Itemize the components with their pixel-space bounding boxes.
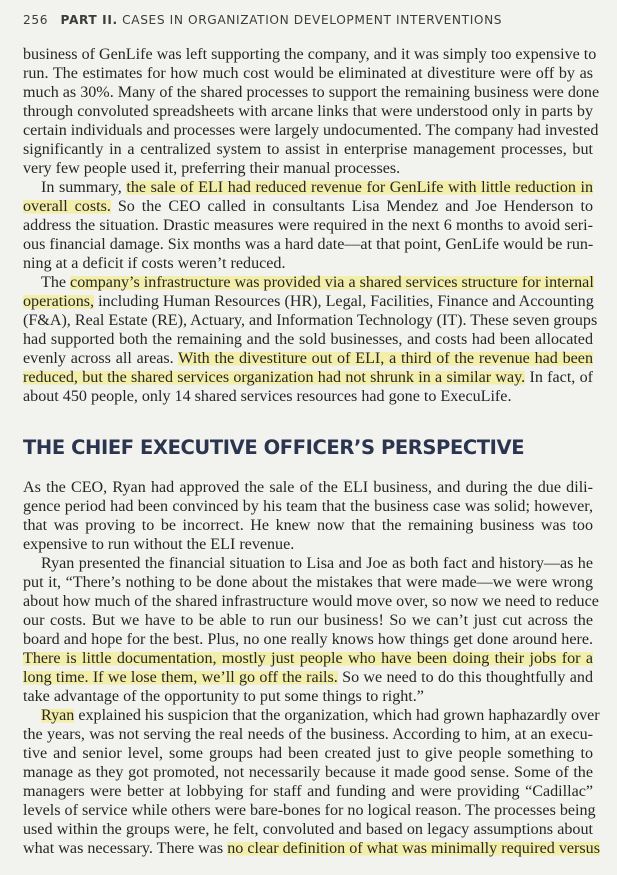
text-run: So we need to do this thoughtfully and — [337, 669, 593, 686]
text-line — [23, 197, 593, 216]
text-line — [23, 706, 600, 725]
text-line — [23, 725, 593, 744]
text-run: much as 30%. Many of the shared processes to support the remaining business were done — [23, 84, 600, 101]
text-run: about 450 people, only 14 shared services resources had gone to ExecuLife. — [23, 388, 512, 405]
text-run: address the situation. Drastic measures were required in the next 6 months to avoid seri- — [23, 217, 593, 234]
highlighted-text: company’s infrastructure was provided via a shared services structure for internal — [70, 274, 594, 291]
text-run: certain individuals and processes were largely undocumented. The company had invested — [23, 122, 599, 139]
text-line — [23, 292, 593, 311]
paragraph — [23, 478, 593, 554]
highlighted-text: With the divestiture out of ELI, a third of the revenue had been — [178, 350, 593, 367]
part-title: CASES IN ORGANIZATION DEVELOPMENT INTERVENTIONS — [122, 13, 503, 27]
text-run: Ryan presented the financial situation to Lisa and Joe as both fact and history—as he — [41, 555, 593, 572]
text-line — [23, 102, 593, 121]
text-run: what was necessary. There was — [23, 840, 228, 857]
highlighted-text: Ryan — [41, 707, 75, 724]
highlighted-text: reduced, but the shared services organization had not shrunk in a similar way. — [23, 369, 526, 386]
highlighted-text: no clear definition of what was minimally required versus — [227, 840, 600, 857]
text-run: (F&A), Real Estate (RE), Actuary, and Information Technology (IT). These seven groups — [23, 312, 598, 329]
text-run: the years, was not serving the real needs of the business. According to him, at an execu- — [23, 726, 593, 743]
page-body — [23, 45, 600, 858]
text-line — [23, 744, 593, 763]
text-run: had supported both the remaining and the sold businesses, and costs had been allocated — [23, 331, 593, 348]
paragraph — [23, 273, 598, 406]
text-run: significantly in a centralized system to assist in enterprise management processes, but — [23, 141, 593, 158]
text-run: expensive to run without the ELI revenue. — [23, 536, 295, 553]
text-line — [23, 497, 593, 516]
text-line — [23, 273, 593, 292]
text-line — [23, 611, 593, 630]
text-line — [23, 140, 593, 159]
highlighted-text: overall costs. — [23, 198, 111, 215]
text-line — [23, 159, 593, 178]
text-run: levels of service while others were bare-bones for no logical reason. The processes being — [23, 802, 596, 819]
text-line — [23, 216, 593, 235]
text-run: In fact, of — [525, 369, 593, 386]
text-run: ning at a deficit if costs weren’t reduced. — [23, 255, 286, 272]
text-run: evenly across all areas. — [23, 350, 179, 367]
text-run: our costs. But we have to be able to run our business! So we can’t just cut across the — [23, 612, 593, 629]
paragraph — [23, 178, 593, 273]
text-run: business of GenLife was left supporting the company, and it was simply too expensive to — [23, 46, 597, 63]
text-line — [23, 573, 593, 592]
text-run: explained his suspicion that the organization, which had grown haphazardly over — [74, 707, 600, 724]
paragraph — [23, 706, 600, 858]
text-run: manage as they got promoted, not necessarily because it made good sense. Some of the — [23, 764, 593, 781]
text-run: run. The estimates for how much cost would be eliminated at divestiture were off by as — [23, 65, 593, 82]
text-run: board and hope for the best. Plus, no one really knows how things get done around here. — [23, 631, 593, 648]
text-run: about how much of the shared infrastructure would move over, so now we need to reduce — [23, 593, 599, 610]
text-line — [23, 516, 593, 535]
text-run: gence period had been convinced by his team that the business case was solid; however, — [23, 498, 593, 515]
text-run: In summary, — [41, 179, 127, 196]
text-line — [23, 592, 599, 611]
text-line — [23, 83, 600, 102]
text-line — [23, 349, 593, 368]
text-line — [23, 839, 600, 858]
text-line — [23, 121, 599, 140]
text-run: So the CEO called in consultants Lisa Mendez and Joe Henderson to — [110, 198, 593, 215]
part-label: PART II. — [60, 13, 118, 27]
text-line — [23, 178, 593, 197]
highlighted-text: There is little documentation, mostly just people who have been doing their jobs for a — [23, 650, 593, 667]
text-line — [23, 801, 596, 820]
text-line — [23, 554, 593, 573]
text-line — [23, 368, 593, 387]
text-run: through convoluted spreadsheets with arcane links that were understood only in parts by — [23, 103, 593, 120]
text-run: that was proving to be incorrect. He knew now that the remaining business was too — [23, 517, 593, 534]
section-heading: THE CHIEF EXECUTIVE OFFICER’S PERSPECTIVE — [23, 436, 525, 459]
text-run: The — [41, 274, 71, 291]
text-run: tive and senior level, some groups had been created just to give people something to — [23, 745, 593, 762]
text-line — [23, 763, 593, 782]
text-line — [23, 254, 593, 273]
text-line — [23, 64, 593, 83]
text-line — [23, 387, 593, 406]
highlighted-text: long time. If we lose them, we’ll go off the rails. — [23, 669, 338, 686]
text-line — [23, 45, 597, 64]
paragraph — [23, 554, 599, 706]
text-run: ous financial damage. Six months was a hard date—at that point, GenLife would be run- — [23, 236, 594, 253]
text-line — [23, 687, 593, 706]
text-run: managers were better at lobbying for staff and funding and were providing “Cadillac” — [23, 783, 593, 800]
text-line — [23, 535, 593, 554]
text-line — [23, 820, 593, 839]
page-number: 256 — [23, 13, 49, 27]
text-run: take advantage of the opportunity to put some things to right.” — [23, 688, 424, 705]
text-line — [23, 311, 598, 330]
text-line — [23, 649, 593, 668]
text-run: very few people used it, preferring their manual processes. — [23, 160, 401, 177]
text-run: used within the groups were, he felt, convoluted and based on legacy assumptions about — [23, 821, 593, 838]
text-run: As the CEO, Ryan had approved the sale of the ELI business, and during the due dili- — [23, 479, 593, 496]
text-run: including Human Resources (HR), Legal, Facilities, Finance and Accounting — [94, 293, 594, 310]
text-line — [23, 668, 593, 687]
text-run: put it, “There’s nothing to be done about the mistakes that were made—we were wrong — [23, 574, 593, 591]
highlighted-text: operations, — [23, 293, 95, 310]
text-line — [23, 235, 593, 254]
highlighted-text: the sale of ELI had reduced revenue for GenLife with little reduction in — [126, 179, 594, 196]
text-line — [23, 478, 593, 497]
text-line — [23, 630, 593, 649]
running-head — [23, 13, 502, 27]
paragraph — [23, 45, 600, 178]
text-line — [23, 330, 593, 349]
text-line — [23, 782, 593, 801]
